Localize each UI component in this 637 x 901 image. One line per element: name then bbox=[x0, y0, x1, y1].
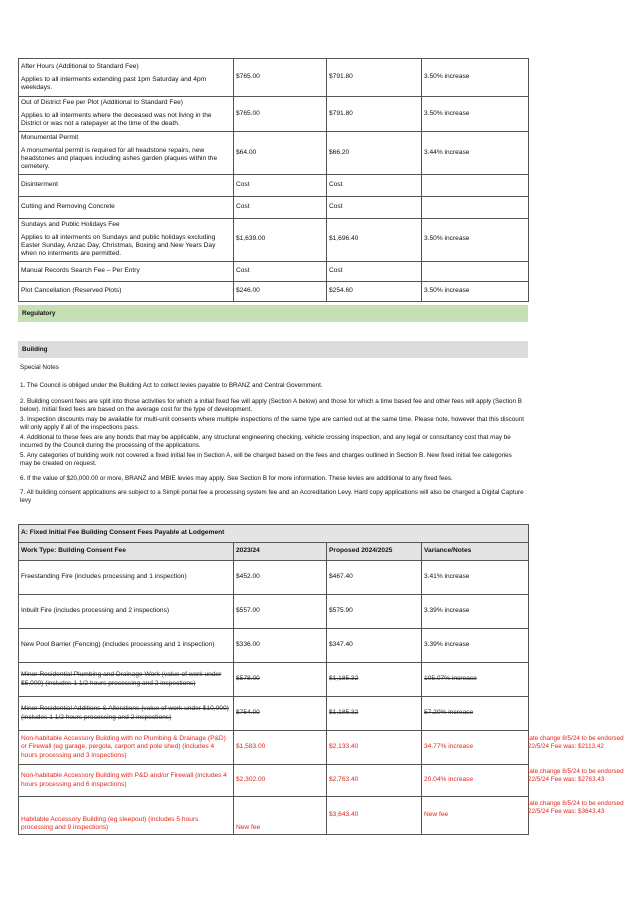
work-type: Inbuilt Fire (includes processing and 2 inspections) bbox=[19, 595, 234, 629]
work-type: Minor Residential Plumbing and Drainage Work (value of work under $5,000) (includes 1 1/2 hours processing and 2 inspections) bbox=[19, 663, 234, 697]
fee-note bbox=[422, 196, 529, 218]
fee-2023-24: $2,302.00 bbox=[234, 765, 327, 797]
fee-row bbox=[19, 174, 529, 196]
header-proposed: Proposed 2024/2025 bbox=[327, 543, 422, 561]
building-fee-row bbox=[19, 765, 529, 797]
fee-title: Out of District Fee per Plot (Additional to Standard Fee) bbox=[21, 99, 183, 106]
fee-detail: A monumental permit is required for all headstone repairs, new headstones and plaques including ashes garden plaques within the cemetery. bbox=[21, 146, 218, 171]
work-type: Habitable Accessory Building (eg sleepout) (includes 5 hours processing and 9 inspections) bbox=[19, 797, 234, 835]
fee-description bbox=[19, 196, 234, 218]
building-fee-row bbox=[19, 731, 529, 765]
note-3: 3. Inspection discounts may be available for multi-unit consents where multiple inspections of the same type are carried out at the same time. Please note, however that this discount will only apply if all of the inspections pass. bbox=[20, 416, 525, 431]
variance-note: 57.20% increase bbox=[422, 697, 529, 731]
fee-description bbox=[19, 59, 234, 97]
fee-current: $64.00 bbox=[234, 131, 327, 174]
special-notes-heading: Special Notes bbox=[20, 364, 59, 371]
fee-proposed: Cost bbox=[327, 174, 422, 196]
fee-proposed: $791.80 bbox=[327, 59, 422, 97]
note-4: 4. Additional to these fees are any bonds that may be applicable, any structural engineering checking, vehicle crossing inspection, and any legal or consultancy cost that may be incurred by the Council during the processing of the applications. bbox=[20, 434, 511, 449]
fee-title: Disinterment bbox=[21, 181, 59, 189]
work-type: Minor Residential Additions & Alterations (value of work under $10,000) (includes 1 1/2 hours processing and 2 inspections) bbox=[19, 697, 234, 731]
fee-description bbox=[19, 281, 234, 301]
fee-proposed: $1,185.32 bbox=[327, 697, 422, 731]
cemetery-fees-table bbox=[18, 58, 529, 302]
fee-proposed: $347.40 bbox=[327, 629, 422, 663]
fee-row bbox=[19, 218, 529, 261]
fee-title: After Hours (Additional to Standard Fee) bbox=[21, 62, 139, 70]
fee-detail: Applies to all interments on Sundays and public holidays excluding Easter Sunday, Anzac Day, Christmas, Boxing and New Years Day when no interments are permitted. bbox=[21, 233, 216, 258]
fee-current: $246.00 bbox=[234, 281, 327, 301]
fee-detail: Applies to all interments where the deceased was not living in the District or was not a ratepayer at the time of the death. bbox=[21, 112, 212, 128]
note-1: 1. The Council is obliged under the Building Act to collect levies payable to BRANZ and Central Government. bbox=[20, 382, 323, 389]
variance-note: New fee bbox=[422, 797, 529, 835]
fee-2023-24: $578.00 bbox=[234, 663, 327, 697]
fee-proposed: $2,763.40 bbox=[327, 765, 422, 797]
building-fee-row bbox=[19, 797, 529, 835]
fee-title: Plot Cancellation (Reserved Plots) bbox=[21, 286, 122, 294]
fee-description bbox=[19, 174, 234, 196]
late-change-note: late change 8/5/24 to be endorsed 22/5/24 Fee was: $3643.43 bbox=[528, 800, 624, 815]
building-fee-row bbox=[19, 629, 529, 663]
fee-row bbox=[19, 131, 529, 174]
note-2: 2. Building consent fees are split into those activities for which a initial fixed fee will apply (Section A below) and those for which a time based fee and other fees will apply (Section B below). Initial fixed fees are based on the average cost for the type of development. bbox=[20, 398, 522, 413]
fee-note: 3.44% increase bbox=[422, 131, 529, 174]
fee-current: Cost bbox=[234, 196, 327, 218]
fee-proposed: Cost bbox=[327, 196, 422, 218]
fee-detail: Applies to all interments extending past 1pm Saturday and 4pm weekdays. bbox=[21, 75, 207, 92]
fee-description bbox=[19, 261, 234, 281]
fee-current: $765.00 bbox=[234, 97, 327, 132]
header-variance: Variance/Notes bbox=[422, 543, 529, 561]
section-a-table bbox=[18, 524, 529, 835]
building-fee-row bbox=[19, 561, 529, 595]
fee-proposed: $66.20 bbox=[327, 131, 422, 174]
variance-note: 105.07% increase bbox=[422, 663, 529, 697]
fee-title: Manual Records Search Fee – Per Entry bbox=[21, 266, 140, 274]
late-change-note: late change 8/5/24 to be endorsed 22/5/24 Fee was: $2763.43 bbox=[528, 768, 624, 783]
fee-title: Cutting and Removing Concrete bbox=[21, 203, 115, 211]
section-regulatory: Regulatory bbox=[18, 305, 528, 322]
fee-row bbox=[19, 261, 529, 281]
fee-2023-24: $452.00 bbox=[234, 561, 327, 595]
fee-note bbox=[422, 174, 529, 196]
fee-proposed: $2,133.40 bbox=[327, 731, 422, 765]
variance-note: 3.39% increase bbox=[422, 629, 529, 663]
work-type: Non-habitable Accessory Building with no Plumbing & Drainage (P&D) or Firewall (eg garage, pergola, carport and pole shed) (includes 4 hours processing and 3 inspections) bbox=[19, 731, 234, 765]
header-2023-24: 2023/24 bbox=[234, 543, 327, 561]
fee-current: $1,639.00 bbox=[234, 218, 327, 261]
fee-note: 3.50% increase bbox=[422, 281, 529, 301]
fee-row bbox=[19, 196, 529, 218]
fee-proposed: $3,643.40 bbox=[327, 797, 422, 835]
fee-note: 3.50% increase bbox=[422, 97, 529, 132]
fee-description bbox=[19, 97, 234, 132]
fee-2023-24: $754.00 bbox=[234, 697, 327, 731]
note-5: 5. Any categories of building work not covered a fixed initial fee in Section A, will be charged based on the fees and charges outlined in Section B. New fixed initial fee categories may be created on request. bbox=[20, 452, 512, 467]
fee-current: $765.00 bbox=[234, 59, 327, 97]
work-type: Freestanding Fire (includes processing and 1 inspection) bbox=[19, 561, 234, 595]
section-a-title: A: Fixed Initial Fee Building Consent Fees Payable at Lodgement bbox=[19, 525, 529, 543]
variance-note: 3.39% increase bbox=[422, 595, 529, 629]
fee-proposed: $1,696.40 bbox=[327, 218, 422, 261]
fee-proposed: $254.60 bbox=[327, 281, 422, 301]
work-type: New Pool Barrier (Fencing) (includes processing and 1 inspection) bbox=[19, 629, 234, 663]
variance-note: 20.04% increase bbox=[422, 765, 529, 797]
fee-proposed: $467.40 bbox=[327, 561, 422, 595]
fee-2023-24: $336.00 bbox=[234, 629, 327, 663]
late-change-note: late change 8/5/24 to be endorsed 22/5/24 Fee was: $2113.42 bbox=[528, 735, 624, 750]
building-fee-row bbox=[19, 595, 529, 629]
fee-description bbox=[19, 131, 234, 174]
fee-row bbox=[19, 281, 529, 301]
fee-description bbox=[19, 218, 234, 261]
fee-title: Monumental Permit bbox=[21, 133, 79, 141]
fee-proposed: $575.90 bbox=[327, 595, 422, 629]
fee-note: 3.50% increase bbox=[422, 218, 529, 261]
building-fee-row bbox=[19, 697, 529, 731]
fee-row bbox=[19, 59, 529, 97]
fee-2023-24: $557.00 bbox=[234, 595, 327, 629]
note-6: 6. If the value of $20,000.00 or more, BRANZ and MBIE levies may apply. See Section B for more information. These levies are additional to any fixed fees. bbox=[20, 475, 453, 482]
fee-proposed: $791.80 bbox=[327, 97, 422, 132]
header-work-type: Work Type: Building Consent Fee bbox=[19, 543, 234, 561]
variance-note: 3.41% increase bbox=[422, 561, 529, 595]
fee-title: Sundays and Public Holidays Fee bbox=[21, 220, 120, 228]
fee-2023-24: $1,583.00 bbox=[234, 731, 327, 765]
fee-proposed: $1,185.32 bbox=[327, 663, 422, 697]
fee-current: Cost bbox=[234, 174, 327, 196]
work-type: Non-habitable Accessory Building with P&D and/or Firewall (includes 4 hours processing and 6 inspections) bbox=[19, 765, 234, 797]
variance-note: 34.77% increase bbox=[422, 731, 529, 765]
note-7: 7. All building consent applications are subject to a Simpli portal fee a processing system fee and an Accreditation Levy. Hard copy applications will also be charged a Digital Capture levy bbox=[20, 489, 524, 504]
building-fee-row bbox=[19, 663, 529, 697]
fee-row bbox=[19, 97, 529, 132]
fee-note bbox=[422, 261, 529, 281]
fee-note: 3.50% increase bbox=[422, 59, 529, 97]
section-building: Building bbox=[18, 341, 528, 358]
fee-proposed: Cost bbox=[327, 261, 422, 281]
fee-2023-24: New fee bbox=[234, 797, 327, 835]
fee-current: Cost bbox=[234, 261, 327, 281]
